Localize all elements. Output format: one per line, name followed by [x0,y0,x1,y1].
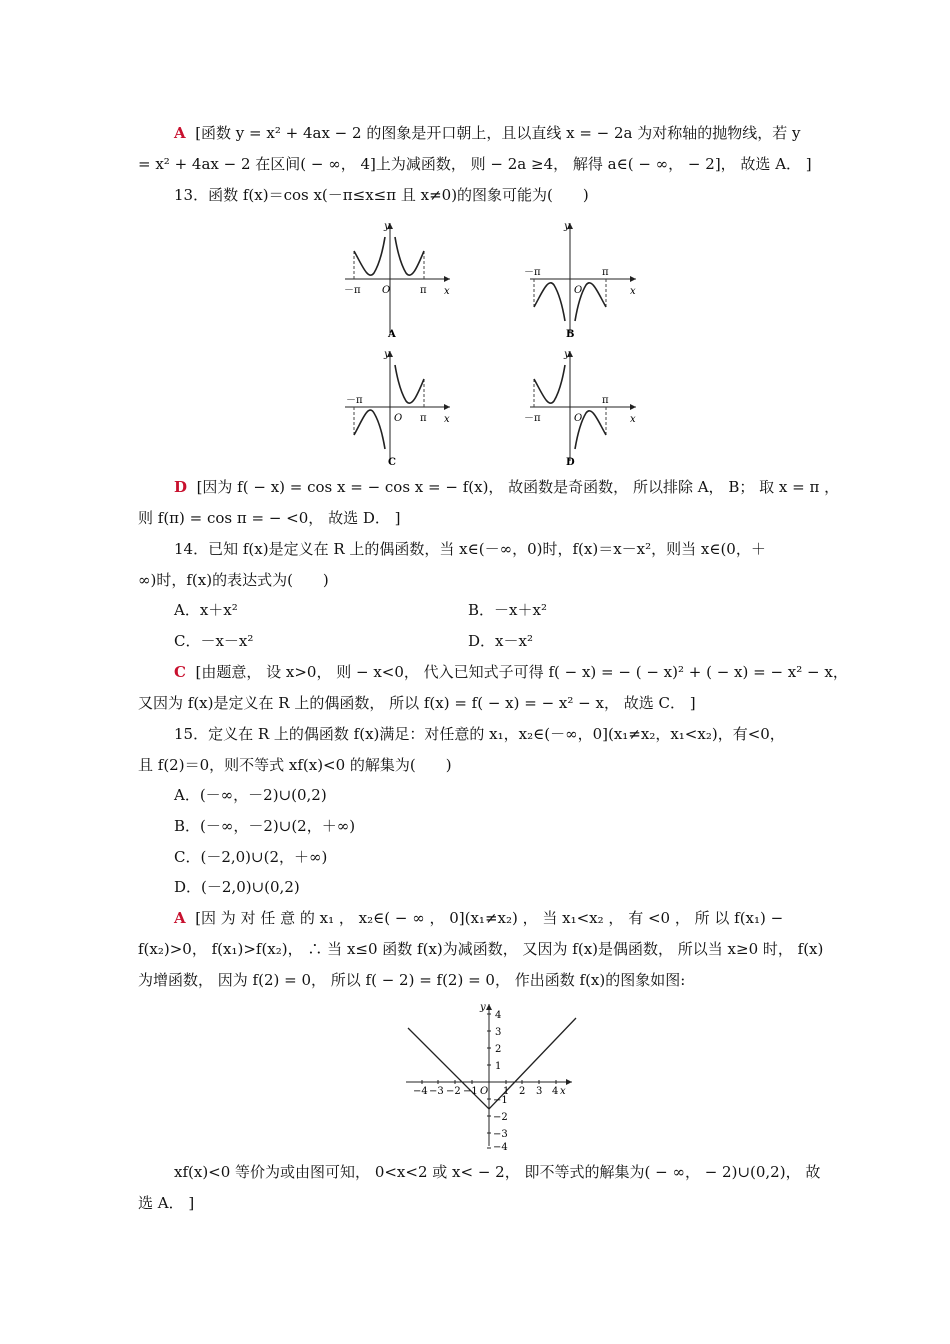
q14-answer-line-2: 又因为 f(x)是定义在 R 上的偶函数， 所以 f(x) = f( − x) = − x² − x， 故选 C． ] [138,694,696,712]
x-tick-label: −2 [446,1086,461,1097]
q15-stem-line-2: 且 f(2)＝0，则不等式 xf(x)<0 的解集为( ) [138,756,452,774]
pi-label: π [602,267,609,278]
q14-option-b: B．－x＋x² [468,601,547,619]
y-tick-label: 1 [495,1061,502,1072]
neg-pi-label: －π [524,267,541,278]
x-tick-label: −3 [429,1086,444,1097]
origin-label: O [480,1086,489,1097]
graph-c [345,349,450,468]
q13-answer-line-1 [174,477,840,497]
answer-text: [由题意， 设 x>0， 则 − x<0， 代入已知式子可得 f( − x) = − ( − x)² + ( − x) = − x² − x， [195,663,848,681]
neg-pi-label: －π [524,413,541,424]
y-tick-label: −3 [493,1129,508,1140]
q14-option-c: C．－x－x² [174,632,254,650]
y-tick-label: −1 [493,1095,508,1106]
q15-graph [400,998,590,1150]
q15-option-d: D．(－2,0)∪(0,2) [174,878,300,896]
x-axis-label: x [630,286,636,297]
q14-option-a: A．x＋x² [174,601,238,619]
q12-answer-line-2: = x² + 4ax − 2 在区间( − ∞， 4]上为减函数， 则 − 2a ≥4， 解得 a∈( − ∞， − 2]， 故选 A． ] [138,155,812,173]
y-tick-label: 4 [495,1010,502,1021]
x-tick-label: 3 [536,1086,543,1097]
graph-b [524,221,636,340]
answer-text: [函数 y = x² + 4ax − 2 的图象是开口朝上，且以直线 x = − 2a 为对称轴的抛物线，若 y [195,124,801,142]
neg-pi-label: －π [344,285,361,296]
origin-label: O [382,285,391,296]
y-axis-label: y [564,349,570,360]
q14-stem-line-1: 14．已知 f(x)是定义在 R 上的偶函数，当 x∈(－∞，0)时，f(x)＝x－x²，则当 x∈(0，＋ [174,540,766,558]
pi-label: π [420,413,427,424]
y-tick-label: −2 [493,1112,508,1123]
answer-letter: C [174,663,186,681]
x-axis-label: x [560,1086,566,1097]
origin-label: O [394,413,403,424]
q12-answer-line-1 [174,123,818,143]
q14-stem-line-2: ∞)时，f(x)的表达式为( ) [138,571,329,589]
pi-label: π [602,395,609,406]
y-axis-label: y [564,221,570,232]
x-axis-label: x [444,286,450,297]
q15-conclusion-line-1: xf(x)<0 等价为或由图可知， 0<x<2 或 x< − 2， 即不等式的解集为( − ∞， − 2)∪(0,2)， 故 [174,1163,821,1181]
x-tick-label: −1 [463,1086,478,1097]
answer-letter: A [174,124,186,142]
origin-label: O [574,413,583,424]
y-axis-label: y [480,1002,486,1013]
pi-label: π [420,285,427,296]
q13-graphs [330,215,650,475]
q15-option-c: C．(－2,0)∪(2，＋∞) [174,848,328,866]
graph-label: B [566,329,575,340]
x-tick-label: 2 [519,1086,526,1097]
q15-stem-line-1: 15．定义在 R 上的偶函数 f(x)满足：对任意的 x₁，x₂∈(－∞，0](x₁≠x₂，x₁<x₂)，有<0， [174,725,785,743]
q14-option-d: D．x－x² [468,632,533,650]
x-tick-label: −4 [413,1086,428,1097]
graph-label: C [388,457,396,468]
y-tick-label: −4 [493,1142,508,1150]
q15-conclusion-line-2: 选 A． ] [138,1194,195,1212]
answer-text: [因为 f( − x) = cos x = − cos x = − f(x)， 故函数是奇函数， 所以排除 A， B； 取 x = π ， [196,478,840,496]
answer-letter: D [174,478,188,496]
answer-letter: A [174,909,186,927]
x-tick-label: 1 [503,1086,510,1097]
q15-answer-line-1 [174,908,818,928]
graph-label: D [566,457,575,468]
y-axis-label: y [384,221,390,232]
graph-a [344,221,450,340]
graph-label: A [388,329,396,340]
x-axis-label: x [444,414,450,425]
q15-answer-line-2: f(x₂)>0， f(x₁)>f(x₂)， ∴ 当 x≤0 函数 f(x)为减函数， 又因为 f(x)是偶函数， 所以当 x≥0 时， f(x) [138,940,824,958]
y-tick-label: 3 [495,1027,502,1038]
neg-pi-label: －π [346,395,363,406]
x-tick-label: 4 [552,1086,559,1097]
origin-label: O [574,285,583,296]
q13-answer-line-2: 则 f(π) = cos π = − <0， 故选 D． ] [138,509,401,527]
q14-answer-line-1 [174,662,848,682]
y-tick-label: 2 [495,1044,502,1055]
x-axis-label: x [630,414,636,425]
q15-option-a: A．(－∞，－2)∪(0,2) [174,786,327,804]
q15-answer-line-3: 为增函数， 因为 f(2) = 0， 所以 f( − 2) = f(2) = 0， 作出函数 f(x)的图象如图: [138,971,686,989]
q15-option-b: B．(－∞，－2)∪(2，＋∞) [174,817,356,835]
q13-stem: 13．函数 f(x)＝cos x(－π≤x≤π 且 x≠0)的图象可能为( ) [174,186,589,204]
y-axis-label: y [384,349,390,360]
answer-text: [因 为 对 任 意 的 x₁ ， x₂∈( − ∞ ， 0](x₁≠x₂) ， 当 x₁<x₂ ， 有 <0 ， 所 以 f(x₁) − [195,909,784,927]
graph-d [524,349,636,468]
